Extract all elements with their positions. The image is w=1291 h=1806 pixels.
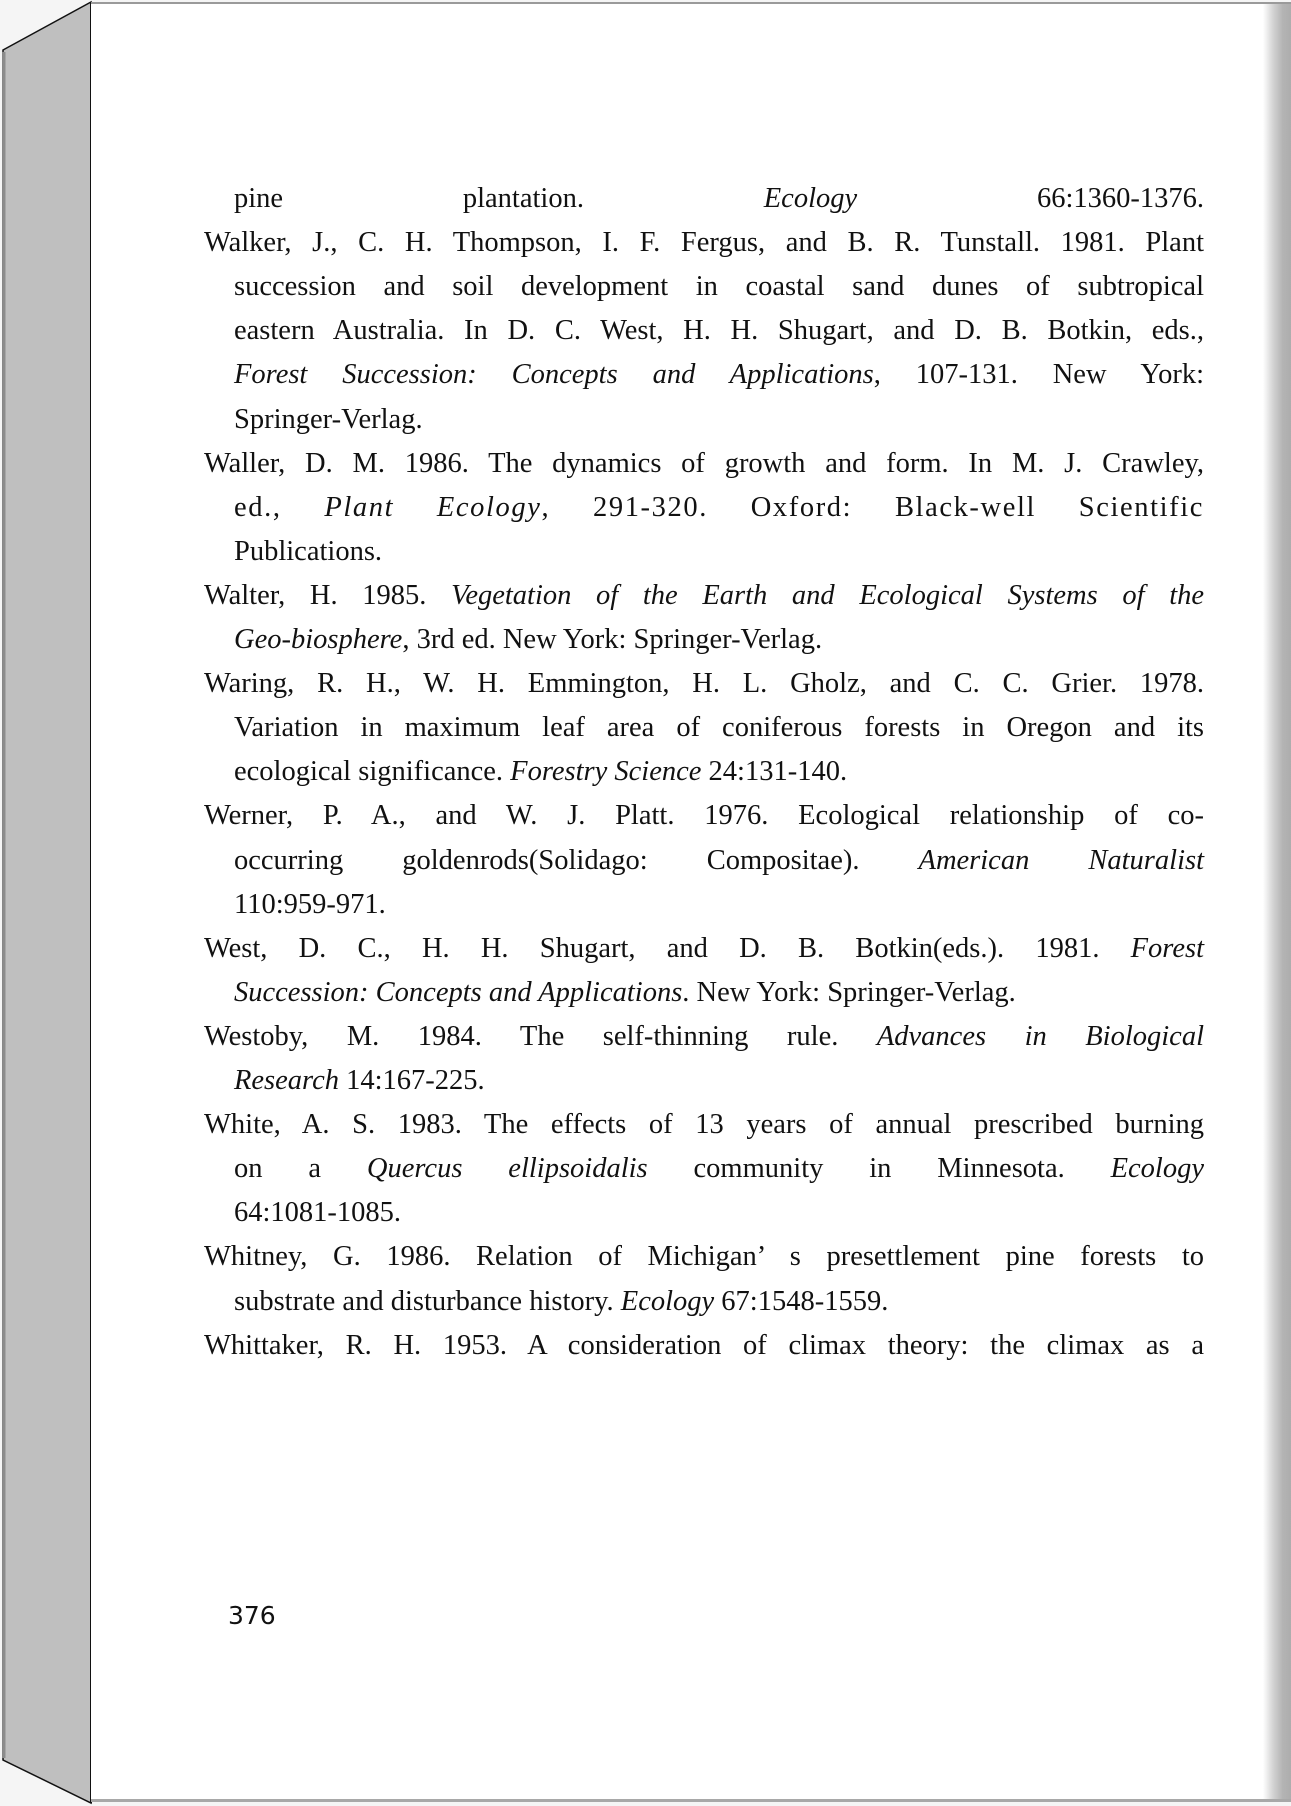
reference-text: ecological significance. [234, 756, 511, 788]
reference-text: on a [234, 1153, 367, 1185]
book-spine-graphic [0, 0, 93, 1806]
reference-text: Springer-Verlag. [234, 403, 423, 435]
reference-entry-continuation-line [204, 708, 1204, 748]
italic-title-text: Geo-biosphere [234, 624, 403, 655]
reference-entry-continuation-line [204, 620, 822, 660]
reference-text: 64:1081-1085. [234, 1197, 402, 1229]
reference-text: Werner, P. A., and W. J. Platt. 1976. Ecological relationship of co- [204, 800, 1204, 832]
reference-entry-first-line [204, 1105, 1204, 1145]
reference-text: substrate and disturbance history. [234, 1285, 621, 1317]
book-page [91, 2, 1291, 1802]
book-spine [0, 0, 93, 1806]
italic-title-text: Succession: Concepts and Applications [234, 976, 683, 1008]
reference-text: Walter, H. 1985. [204, 579, 452, 611]
reference-entry-continuation-line [204, 973, 1016, 1013]
italic-title-text: Advances in Biological [876, 1020, 1204, 1052]
reference-text: 110:959-971. [234, 888, 386, 920]
reference-text: West, D. C., H. H. Shugart, and D. B. Botkin(eds.). 1981. [204, 932, 1131, 964]
italic-title-text: Ecology [620, 1285, 715, 1317]
reference-text: . New York: Springer-Verlag. [682, 976, 1016, 1008]
reference-text: Waring, R. H., W. H. Emmington, H. L. Gholz, and C. C. Grier. 1978. [204, 668, 1204, 700]
reference-entry-first-line [204, 223, 1204, 263]
reference-text: Publications. [234, 535, 383, 567]
page-edge-shadow [1263, 4, 1291, 1799]
reference-text: 14:167-225. [338, 1065, 485, 1096]
reference-entry-first-line [204, 1237, 1204, 1277]
reference-entry-continuation-line [204, 1282, 888, 1322]
reference-text: Waller, D. M. 1986. The dynamics of growth and form. In M. J. Crawley, [204, 447, 1204, 479]
reference-entry-continuation-line [204, 311, 1204, 351]
italic-title-text: Vegetation of the Earth and Ecological Systems of the [451, 579, 1205, 611]
reference-entry-first-line [204, 1017, 1204, 1057]
reference-entry-continuation-line [204, 179, 1204, 219]
reference-entry-continuation-line [204, 400, 423, 440]
reference-text: occurring goldenrods(Solidago: Compositae). [234, 844, 919, 876]
reference-entry-continuation-line [204, 885, 386, 925]
reference-text: 24:131-140. [701, 756, 848, 788]
reference-entry-continuation-line [204, 1061, 485, 1101]
italic-title-text: Ecology [1110, 1153, 1204, 1185]
italic-title-text: Forest [1130, 932, 1204, 964]
italic-title-text: Research [234, 1065, 339, 1096]
italic-title-text: Forest Succession: Concepts and Applications [234, 359, 874, 391]
reference-text: Whitney, G. 1986. Relation of Michigan’ s presettlement pine forests to [204, 1241, 1204, 1273]
reference-entry-first-line [204, 796, 1204, 836]
reference-entry-continuation-line [204, 488, 1204, 528]
reference-text: White, A. S. 1983. The effects of 13 years of annual prescribed burning [204, 1109, 1204, 1141]
page-number: 376 [228, 1601, 276, 1630]
reference-text: pine plantation. [234, 183, 764, 214]
reference-entry-continuation-line [204, 752, 847, 792]
reference-text: Whittaker, R. H. 1953. A consideration of climax theory: the climax as a [204, 1329, 1204, 1361]
reference-text: Walker, J., C. H. Thompson, I. F. Fergus, and B. R. Tunstall. 1981. Plant [204, 227, 1204, 259]
reference-text: , 3rd ed. New York: Springer-Verlag. [402, 624, 823, 655]
reference-text: , 291-320. Oxford: Black-well Scientific [541, 491, 1204, 523]
reference-entry-first-line [204, 576, 1204, 616]
reference-entry-first-line [204, 929, 1204, 969]
reference-entry-first-line [204, 1326, 1204, 1366]
reference-entry-continuation-line [204, 1149, 1204, 1189]
reference-entry-first-line [204, 664, 1204, 704]
reference-entry-continuation-line [204, 355, 1204, 395]
reference-entry-continuation-line [204, 267, 1204, 307]
italic-title-text: Forestry Science [510, 756, 702, 788]
reference-text: Westoby, M. 1984. The self-thinning rule. [204, 1020, 877, 1052]
reference-text: eastern Australia. In D. C. West, H. H. Shugart, and D. B. Botkin, eds., [234, 315, 1204, 347]
reference-text: , 107-131. New York: [873, 359, 1204, 391]
reference-text: ed., [234, 491, 325, 523]
italic-title-text: Plant Ecology [324, 491, 542, 523]
reference-entry-continuation-line [204, 1193, 401, 1233]
reference-entry-first-line [204, 444, 1204, 484]
reference-text: Variation in maximum leaf area of coniferous forests in Oregon and its [234, 712, 1204, 744]
reference-text: 66:1360-1376. [857, 183, 1204, 214]
reference-entry-continuation-line [204, 841, 1204, 881]
italic-title-text: Ecology [763, 183, 858, 214]
reference-text: community in Minnesota. [647, 1153, 1111, 1185]
italic-title-text: Quercus ellipsoidalis [366, 1153, 648, 1185]
reference-entry-continuation-line [204, 532, 382, 572]
reference-text: 67:1548-1559. [714, 1285, 889, 1317]
italic-title-text: American Naturalist [918, 844, 1204, 876]
reference-text: succession and soil development in coastal sand dunes of subtropical [234, 271, 1204, 303]
